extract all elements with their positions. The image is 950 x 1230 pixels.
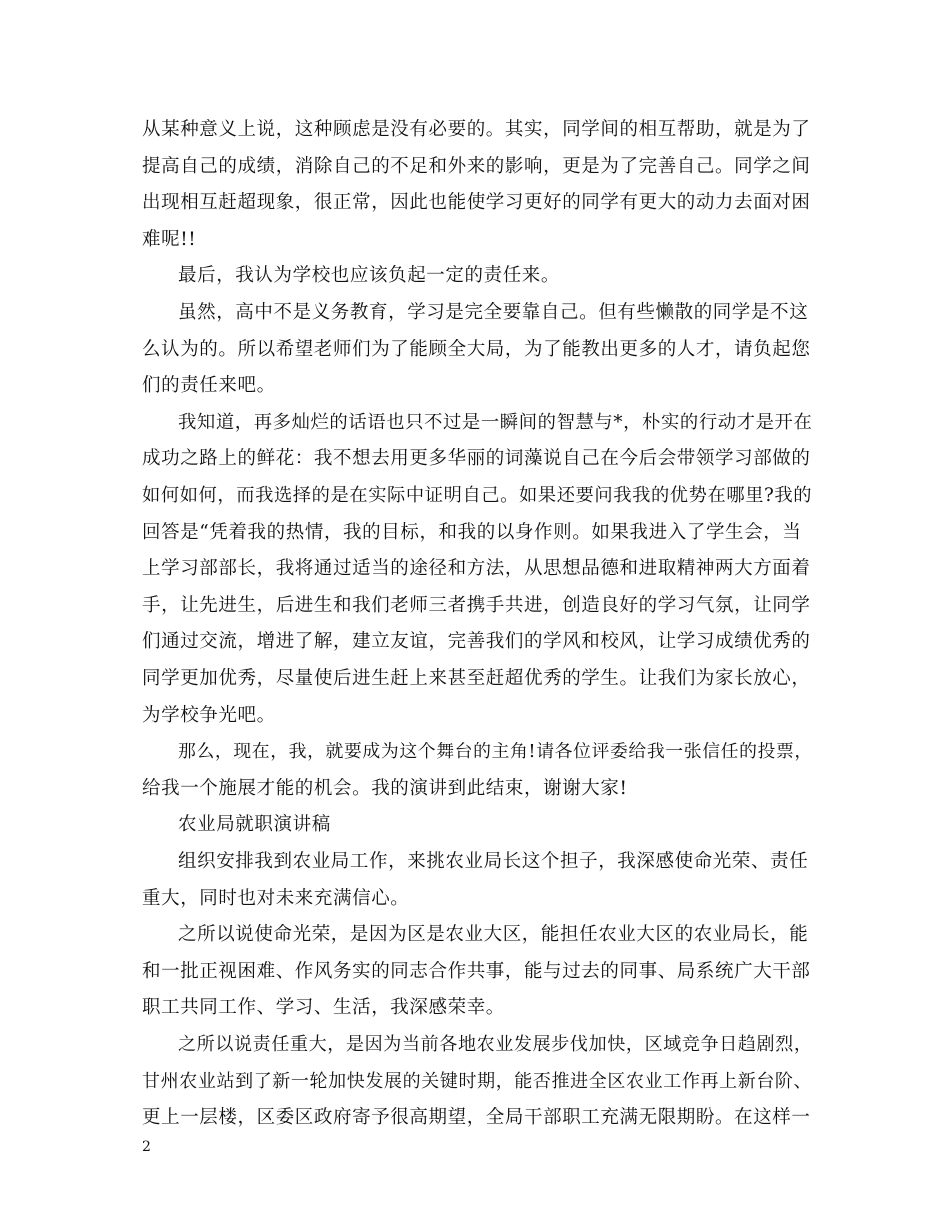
text-line: 给我一个施展才能的机会。我的演讲到此结束，谢谢大家! [142,777,628,799]
text-line: 成功之路上的鲜花：我不想去用更多华丽的词藻说自己在今后会带领学习部做的 [142,448,811,470]
text-line: 回答是“凭着我的热情，我的目标，和我的以身作则。如果我进入了学生会，当 [142,521,802,543]
text-line: 们的责任来吧。 [142,375,276,397]
text-line: 为学校争光吧。 [142,704,276,726]
text-line: 上学习部部长，我将通过适当的途径和方法，从思想品德和进取精神两大方面着 [142,558,811,580]
text-line: 之所以说使命光荣，是因为区是农业大区，能担任农业大区的农业局长，能 [178,924,809,946]
text-line: 甘州农业站到了新一轮加快发展的关键时期，能否推进全区农业工作再上新台阶、 [142,1070,813,1092]
page-number: 2 [142,1139,151,1155]
text-line: 更上一层楼，区委区政府寄予很高期望，全局干部职工充满无限期盼。在这样一 [142,1107,811,1129]
text-line: 虽然，高中不是义务教育，学习是完全要靠自己。但有些懒散的同学是不这 [178,302,809,323]
text-line: 最后，我认为学校也应该负起一定的责任来。 [178,265,561,287]
text-line: 从某种意义上说，这种顾虑是没有必要的。其实，同学间的相互帮助，就是为了 [142,119,811,140]
text-line: 出现相互赶超现象，很正常，因此也能使学习更好的同学有更大的动力去面对困 [142,192,811,214]
text-line: 农业局就职演讲稿 [178,814,331,836]
text-line: 提高自己的成绩，消除自己的不足和外来的影响，更是为了完善自己。同学之间 [142,155,811,177]
text-line: 职工共同工作、学习、生活，我深感荣幸。 [142,997,505,1019]
text-line: 重大，同时也对未来充满信心。 [142,887,410,909]
text-line: 难呢!! [142,228,197,250]
text-line: 我知道，再多灿烂的话语也只不过是一瞬间的智慧与*，朴实的行动才是开在 [178,411,813,433]
text-line: 那么，现在，我，就要成为这个舞台的主角!请各位评委给我一张信任的投票， [178,741,813,763]
text-line: 手，让先进生，后进生和我们老师三者携手共进，创造良好的学习气氛，让同学 [142,594,811,616]
text-line: 么认为的。所以希望老师们为了能顾全大局，为了能教出更多的人才，请负起您 [142,338,811,360]
text-line: 们通过交流，增进了解，建立友谊，完善我们的学风和校风，让学习成绩优秀的 [142,631,811,653]
text-line: 同学更加优秀，尽量使后进生赶上来甚至赶超优秀的学生。让我们为家长放心， [142,668,811,689]
text-line: 如何如何，而我选择的是在实际中证明自己。如果还要问我我的优势在哪里?我的 [142,485,813,506]
text-line: 之所以说责任重大，是因为当前各地农业发展步伐加快，区域竞争日趋剧烈， [178,1034,813,1055]
text-line: 组织安排我到农业局工作，来挑农业局长这个担子，我深感使命光荣、责任 [178,851,809,872]
text-line: 和一批正视困难、作风务实的同志合作共事，能与过去的同事、局系统广大干部 [142,960,811,982]
